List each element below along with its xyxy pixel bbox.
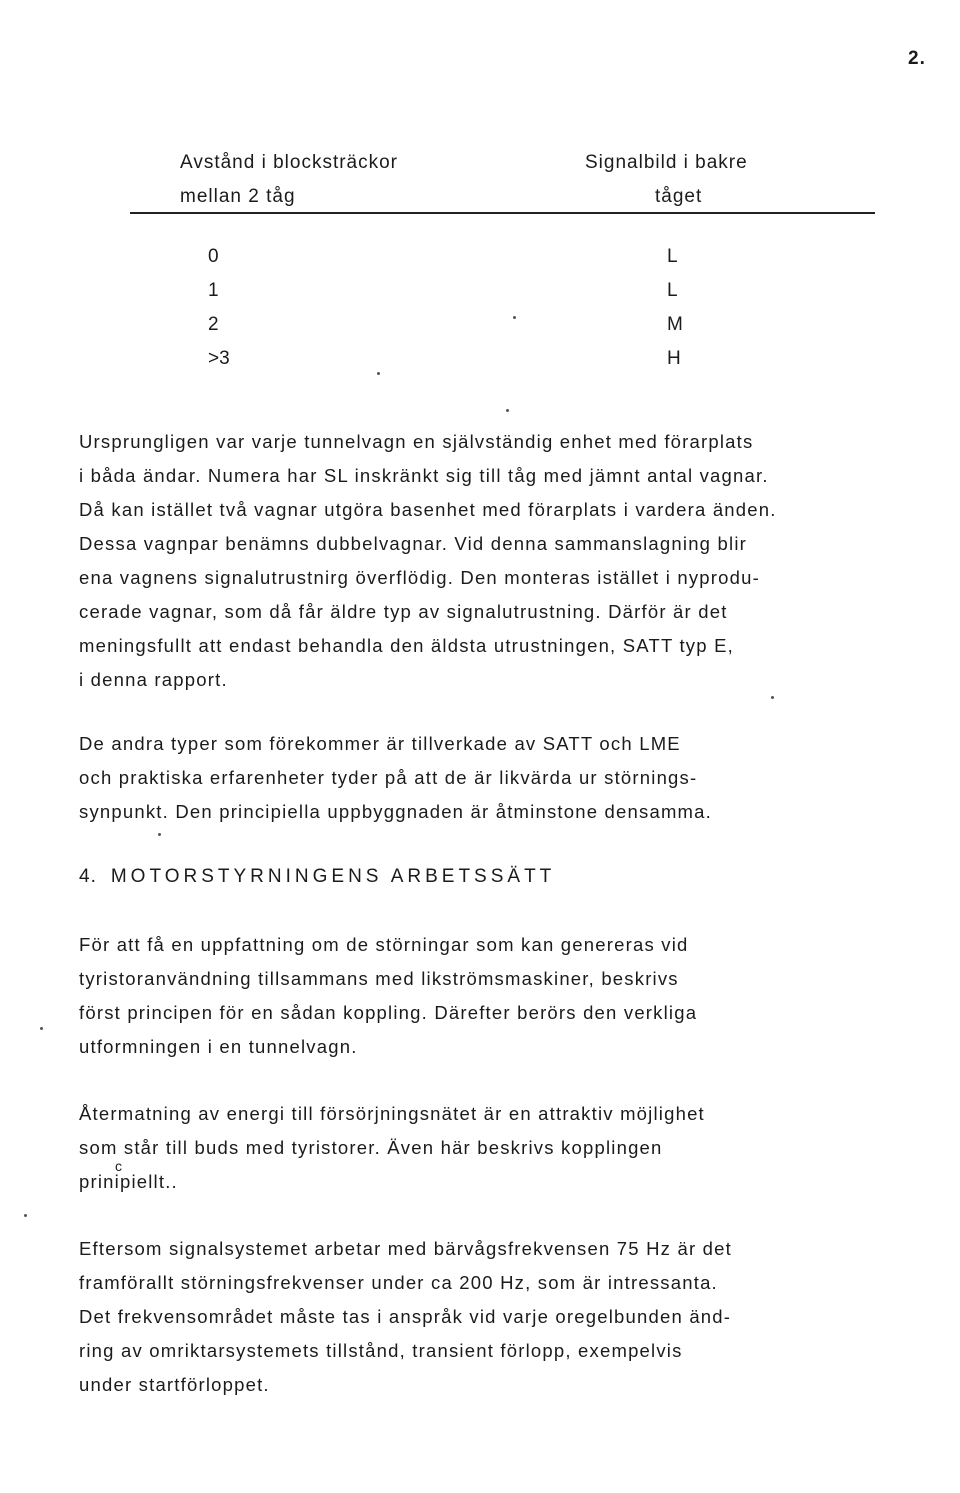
signal-cell: H xyxy=(667,348,681,369)
distance-cell: >3 xyxy=(208,348,230,369)
text-line: i denna rapport. xyxy=(79,669,228,690)
text-line: tyristoranvändning tillsammans med likströmsmaskiner, beskrivs xyxy=(79,968,679,989)
table-divider xyxy=(130,212,875,214)
header-distance xyxy=(180,146,510,214)
table-row xyxy=(130,280,875,314)
correction-mark: c xyxy=(115,1158,124,1174)
text-line xyxy=(79,1158,879,1199)
text-line: De andra typer som förekommer är tillverkade av SATT och LME xyxy=(79,733,681,754)
text-line: Återmatning av energi till försörjningsnätet är en attraktiv möjlighet xyxy=(79,1103,705,1124)
text-line-content: prinipiellt.. xyxy=(79,1171,178,1192)
text-line: synpunkt. Den principiella uppbyggnaden är åtminstone densamma. xyxy=(79,801,712,822)
table-row xyxy=(130,348,875,382)
header-signal-line-2: tåget xyxy=(655,186,703,207)
text-line: Ursprungligen var varje tunnelvagn en självständig enhet med förarplats xyxy=(79,431,754,452)
table-row xyxy=(130,314,875,348)
section-heading xyxy=(79,866,555,888)
distance-cell: 1 xyxy=(208,280,219,301)
signal-cell: L xyxy=(667,280,678,301)
page-number: 2. xyxy=(908,48,926,69)
text-line: först principen för en sådan koppling. Därefter berörs den verkliga xyxy=(79,1002,698,1023)
scan-speck xyxy=(158,833,161,836)
signal-table xyxy=(130,246,875,382)
text-line: under startförloppet. xyxy=(79,1374,270,1395)
scan-speck xyxy=(377,372,380,375)
header-signal xyxy=(585,146,825,214)
text-line: och praktiska erfarenheter tyder på att de är likvärda ur störnings- xyxy=(79,767,698,788)
text-line: utformningen i en tunnelvagn. xyxy=(79,1036,358,1057)
text-line: meningsfullt att endast behandla den äldsta utrustningen, SATT typ E, xyxy=(79,635,734,656)
text-line: Då kan istället två vagnar utgöra basenhet med förarplats i vardera änden. xyxy=(79,499,777,520)
text-line: ena vagnens signalutrustnirg överflödig. Den monteras istället i nyprodu- xyxy=(79,567,760,588)
header-distance-line-2: mellan 2 tåg xyxy=(180,186,296,207)
scan-speck xyxy=(40,1027,43,1030)
text-line: cerade vagnar, som då får äldre typ av signalutrustning. Därför är det xyxy=(79,601,728,622)
table-row xyxy=(130,246,875,280)
scan-speck xyxy=(24,1214,27,1217)
distance-cell: 2 xyxy=(208,314,219,335)
scan-speck xyxy=(513,316,516,319)
paragraph-other-types xyxy=(79,727,879,829)
text-line: i båda ändar. Numera har SL inskränkt sig till tåg med jämnt antal vagnar. xyxy=(79,465,769,486)
text-line: För att få en uppfattning om de störningar som kan genereras vid xyxy=(79,934,689,955)
scan-speck xyxy=(771,696,774,699)
text-line: framförallt störningsfrekvenser under ca 200 Hz, som är intressanta. xyxy=(79,1272,718,1293)
header-distance-line-1: Avstånd i blocksträckor xyxy=(180,152,399,173)
paragraph-vehicles xyxy=(79,425,879,697)
text-line: Eftersom signalsystemet arbetar med bärvågsfrekvensen 75 Hz är det xyxy=(79,1238,732,1259)
header-signal-line-1: Signalbild i bakre xyxy=(585,152,748,173)
paragraph-regeneration xyxy=(79,1097,879,1199)
signal-cell: M xyxy=(667,314,683,335)
section-number: 4. xyxy=(79,866,97,887)
distance-cell: 0 xyxy=(208,246,219,267)
text-line: ring av omriktarsystemets tillstånd, transient förlopp, exempelvis xyxy=(79,1340,683,1361)
scan-speck xyxy=(506,409,509,412)
paragraph-principle xyxy=(79,928,879,1064)
paragraph-signal-frequency xyxy=(79,1232,879,1402)
text-line: som står till buds med tyristorer. Även här beskrivs kopplingen xyxy=(79,1137,663,1158)
text-line: Det frekvensområdet måste tas i anspråk vid varje oregelbunden änd- xyxy=(79,1306,732,1327)
signal-cell: L xyxy=(667,246,678,267)
text-line: Dessa vagnpar benämns dubbelvagnar. Vid denna sammanslagning blir xyxy=(79,533,747,554)
section-title: MOTORSTYRNINGENS ARBETSSÄTT xyxy=(110,866,556,887)
